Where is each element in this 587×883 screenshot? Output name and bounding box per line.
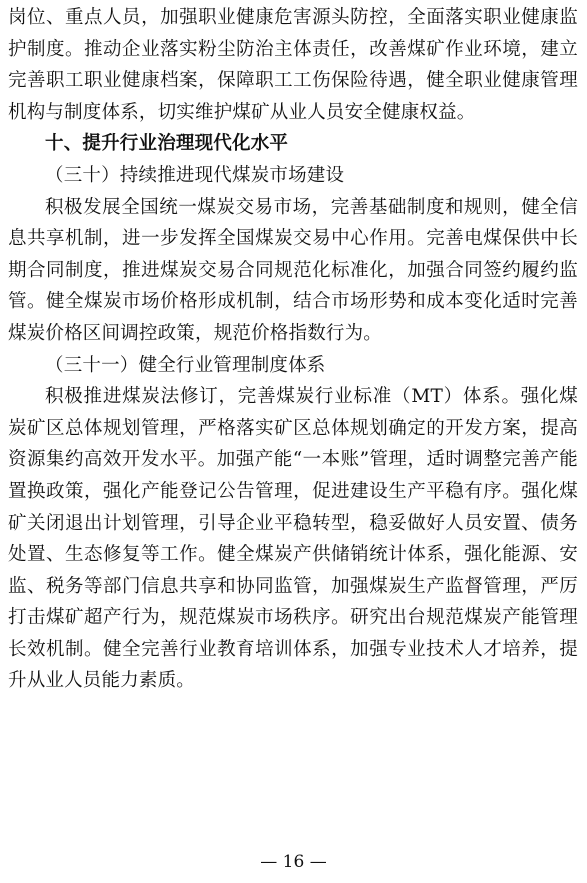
- paragraph-continued: 岗位、重点人员，加强职业健康危害源头防控，全面落实职业健康监护制度。推动企业落实粉尘防治主体责任，改善煤矿作业环境，建立完善职工职业健康档案，保障职工工伤保险待遇，健全职业健康管理机构与制度体系，切实维护煤矿从业人员安全健康权益。: [8, 7, 578, 123]
- section-heading: 十、提升行业治理现代化水平: [45, 133, 289, 155]
- paragraph-coal-market: 积极发展全国统一煤炭交易市场，完善基础制度和规则，健全信息共享机制，进一步发挥全国煤炭交易中心作用。完善电煤保供中长期合同制度，推进煤炭交易合同规范化标准化，加强合同签约履约监管。健全煤炭市场价格形成机制，结合市场形势和成本变化适时完善煤炭价格区间调控政策，规范价格指数行为。: [8, 196, 578, 344]
- subheading-31: （三十一）健全行业管理制度体系: [45, 354, 326, 376]
- subheading-30: （三十）持续推进现代煤炭市场建设: [45, 164, 345, 186]
- paragraph-management-system: 积极推进煤炭法修订，完善煤炭行业标准（MT）体系。强化煤炭矿区总体规划管理，严格落实矿区总体规划确定的开发方案，提高资源集约高效开发水平。加强产能“一本账”管理，适时调整完善产能置换政策，强化产能登记公告管理，促进建设生产平稳有序。强化煤矿关闭退出计划管理，引导企业平稳转型，稳妥做好人员安置、债务处置、生态修复等工作。健全煤炭产供储销统计体系，强化能源、安监、税务等部门信息共享和协同监管，加强煤炭生产监督管理，严厉打击煤矿超产行为，规范煤炭市场秩序。研究出台规范煤炭产能管理长效机制。健全完善行业教育培训体系，加强专业技术人才培养，提升从业人员能力素质。: [8, 386, 578, 692]
- page-number: — 16 —: [260, 852, 327, 872]
- document-body: [8, 2, 578, 697]
